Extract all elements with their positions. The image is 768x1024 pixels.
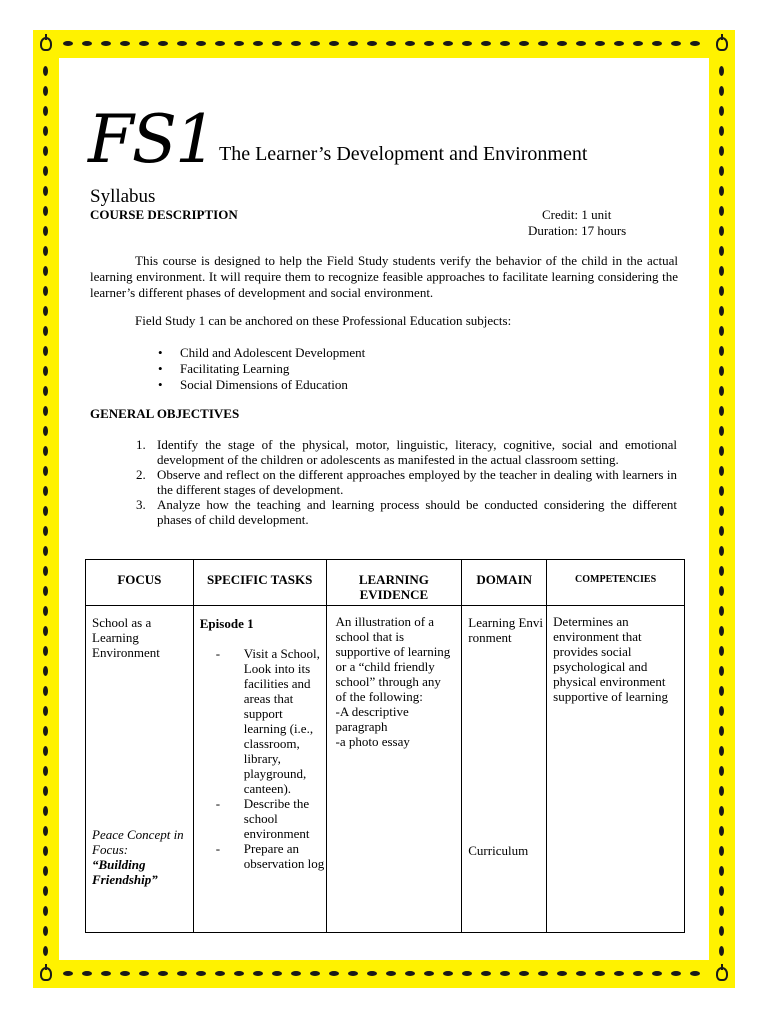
border-bead-icon bbox=[310, 971, 320, 976]
border-bead-icon bbox=[63, 41, 73, 46]
border-bead-icon bbox=[43, 586, 48, 596]
border-bead-icon bbox=[719, 786, 724, 796]
duration-info: Duration: 17 hours bbox=[528, 223, 627, 238]
border-bead-icon bbox=[139, 41, 149, 46]
border-bead-icon bbox=[719, 66, 724, 76]
border-bead-icon bbox=[719, 286, 724, 296]
border-bead-icon bbox=[719, 586, 724, 596]
border-bead-icon bbox=[443, 971, 453, 976]
border-bead-icon bbox=[367, 971, 377, 976]
border-bead-icon bbox=[719, 386, 724, 396]
border-bead-icon bbox=[158, 971, 168, 976]
border-bead-icon bbox=[500, 971, 510, 976]
border-bead-icon bbox=[386, 971, 396, 976]
border-bead-icon bbox=[519, 41, 529, 46]
border-bead-icon bbox=[43, 386, 48, 396]
border-bead-icon bbox=[719, 946, 724, 956]
border-bead-icon bbox=[310, 41, 320, 46]
list-item: 1. Identify the stage of the physical, motor, linguistic, literacy, cognitive, social and emotional development of the children or adolescents as manifested in the actual classroom setting. bbox=[136, 437, 677, 467]
border-bead-icon bbox=[215, 971, 225, 976]
border-bead-icon bbox=[43, 866, 48, 876]
bullet-icon: • bbox=[158, 345, 163, 360]
cell-competencies bbox=[547, 606, 685, 933]
border-bead-icon bbox=[719, 806, 724, 816]
border-bead-icon bbox=[614, 971, 624, 976]
credit-info: Credit: 1 unit bbox=[542, 207, 612, 222]
border-bead-icon bbox=[719, 646, 724, 656]
peace-concept-label: Peace Concept in Focus: bbox=[92, 827, 184, 857]
border-bead-icon bbox=[443, 41, 453, 46]
border-bead-icon bbox=[719, 246, 724, 256]
peace-concept bbox=[92, 827, 193, 887]
cell-learning-evidence bbox=[326, 606, 462, 933]
border-bead-icon bbox=[719, 326, 724, 336]
border-bead-icon bbox=[43, 226, 48, 236]
border-bead-icon bbox=[120, 971, 130, 976]
border-bead-icon bbox=[43, 826, 48, 836]
border-bead-icon bbox=[272, 971, 282, 976]
border-bead-icon bbox=[43, 786, 48, 796]
border-bead-icon bbox=[253, 41, 263, 46]
course-description-paragraph: This course is designed to help the Field Study students verify the behavior of the child in the actual learning environment. It will require them to recognize feasible approaches to facilitate learning considering the learner’s different phases of development and social environment. bbox=[90, 253, 678, 300]
border-bead-icon bbox=[719, 766, 724, 776]
peace-concept-value: “Building Friendship” bbox=[92, 857, 158, 887]
border-bead-icon bbox=[719, 186, 724, 196]
border-bead-icon bbox=[719, 726, 724, 736]
border-bead-icon bbox=[719, 166, 724, 176]
border-bead-icon bbox=[43, 606, 48, 616]
competency-text: Determines an environment that provides social psychological and physical environment supportive of learning bbox=[553, 614, 668, 704]
border-bead-icon bbox=[43, 266, 48, 276]
border-bead-icon bbox=[719, 546, 724, 556]
border-bead-icon bbox=[424, 971, 434, 976]
border-bead-icon bbox=[120, 41, 130, 46]
border-bead-icon bbox=[519, 971, 529, 976]
header-specific-tasks: SPECIFIC TASKS bbox=[193, 560, 326, 606]
border-bead-icon bbox=[43, 146, 48, 156]
border-bead-icon bbox=[196, 971, 206, 976]
border-bead-icon bbox=[43, 246, 48, 256]
border-bead-icon bbox=[386, 41, 396, 46]
border-bead-icon bbox=[253, 971, 263, 976]
border-bead-icon bbox=[43, 166, 48, 176]
bullet-icon: • bbox=[158, 377, 163, 392]
border-bead-icon bbox=[43, 66, 48, 76]
border-bead-icon bbox=[557, 41, 567, 46]
border-bead-icon bbox=[500, 41, 510, 46]
table-header-row bbox=[86, 560, 685, 606]
border-bead-icon bbox=[177, 971, 187, 976]
border-bead-icon bbox=[719, 686, 724, 696]
border-bead-icon bbox=[719, 746, 724, 756]
border-bead-icon bbox=[43, 446, 48, 456]
border-bead-icon bbox=[43, 186, 48, 196]
border-bead-icon bbox=[719, 86, 724, 96]
document-header bbox=[88, 96, 587, 176]
table-row bbox=[86, 606, 685, 933]
border-bead-icon bbox=[139, 971, 149, 976]
border-bead-icon bbox=[719, 406, 724, 416]
border-bead-icon bbox=[43, 426, 48, 436]
border-bead-icon bbox=[719, 426, 724, 436]
corner-ornament-icon bbox=[709, 960, 735, 988]
list-item: 3. Analyze how the teaching and learning process should be conducted considering the different phases of child development. bbox=[136, 497, 677, 527]
fs1-logo: FS1 bbox=[88, 101, 215, 178]
border-bead-icon bbox=[719, 366, 724, 376]
border-bead-icon bbox=[719, 666, 724, 676]
border-bead-icon bbox=[329, 971, 339, 976]
border-bead-icon bbox=[576, 41, 586, 46]
list-item: 2. Observe and reflect on the different approaches employed by the teacher in dealing with learners in the different stages of development. bbox=[136, 467, 677, 497]
border-bead-icon bbox=[215, 41, 225, 46]
border-top bbox=[33, 30, 735, 58]
border-bead-icon bbox=[43, 546, 48, 556]
border-bead-icon bbox=[719, 206, 724, 216]
focus-text: School as a Learning Environment bbox=[92, 615, 160, 660]
border-bead-icon bbox=[43, 926, 48, 936]
evidence-text: An illustration of a school that is supportive of learning or a “child friendly school” through any of the following: -A descriptive paragraph -a photo essay bbox=[335, 614, 451, 749]
anchor-subjects-intro: Field Study 1 can be anchored on these Professional Education subjects: bbox=[135, 313, 512, 328]
cell-specific-tasks bbox=[193, 606, 326, 933]
border-bead-icon bbox=[595, 971, 605, 976]
list-item: - Visit a School, Look into its facilities and areas that support learning (i.e., classroom, library, playground, canteen). bbox=[215, 646, 320, 796]
border-bead-icon bbox=[367, 41, 377, 46]
border-bead-icon bbox=[719, 886, 724, 896]
border-bead-icon bbox=[719, 266, 724, 276]
border-bead-icon bbox=[43, 486, 48, 496]
border-bead-icon bbox=[43, 666, 48, 676]
border-bead-icon bbox=[719, 486, 724, 496]
border-bead-icon bbox=[719, 106, 724, 116]
border-bead-icon bbox=[234, 41, 244, 46]
border-bead-icon bbox=[43, 806, 48, 816]
corner-ornament-icon bbox=[33, 960, 59, 988]
border-bead-icon bbox=[43, 206, 48, 216]
list-item: - Describe the school environment bbox=[215, 796, 310, 841]
border-bead-icon bbox=[719, 706, 724, 716]
header-domain: DOMAIN bbox=[462, 560, 547, 606]
border-bead-icon bbox=[43, 86, 48, 96]
border-bead-icon bbox=[43, 846, 48, 856]
header-focus: FOCUS bbox=[86, 560, 194, 606]
border-bead-icon bbox=[405, 971, 415, 976]
border-bead-icon bbox=[291, 41, 301, 46]
border-bead-icon bbox=[671, 41, 681, 46]
document-title: The Learner’s Development and Environment bbox=[219, 143, 588, 165]
border-bottom bbox=[33, 960, 735, 988]
domain-learning-environment: Learning Environment bbox=[468, 615, 543, 645]
border-bead-icon bbox=[348, 971, 358, 976]
border-bead-icon bbox=[557, 971, 567, 976]
border-right bbox=[709, 30, 735, 988]
domain-curriculum: Curriculum bbox=[468, 843, 529, 858]
border-bead-icon bbox=[719, 506, 724, 516]
header-learning-evidence: LEARNING EVIDENCE bbox=[326, 560, 462, 606]
border-bead-icon bbox=[43, 746, 48, 756]
border-bead-icon bbox=[576, 971, 586, 976]
syllabus-table bbox=[85, 559, 685, 933]
border-bead-icon bbox=[719, 226, 724, 236]
corner-ornament-icon bbox=[33, 30, 59, 58]
border-bead-icon bbox=[272, 41, 282, 46]
general-objectives-heading: GENERAL OBJECTIVES bbox=[90, 406, 240, 421]
border-bead-icon bbox=[234, 971, 244, 976]
border-bead-icon bbox=[462, 971, 472, 976]
border-bead-icon bbox=[719, 566, 724, 576]
border-bead-icon bbox=[43, 886, 48, 896]
corner-ornament-icon bbox=[709, 30, 735, 58]
border-bead-icon bbox=[538, 41, 548, 46]
border-bead-icon bbox=[652, 41, 662, 46]
border-bead-icon bbox=[43, 366, 48, 376]
border-bead-icon bbox=[633, 971, 643, 976]
border-bead-icon bbox=[43, 506, 48, 516]
border-bead-icon bbox=[652, 971, 662, 976]
border-bead-icon bbox=[43, 906, 48, 916]
task-list bbox=[216, 646, 326, 871]
header-competencies: COMPETENCIES bbox=[547, 560, 685, 606]
cell-focus bbox=[86, 606, 194, 933]
border-bead-icon bbox=[719, 306, 724, 316]
course-description-heading: COURSE DESCRIPTION bbox=[90, 207, 238, 222]
cell-domain bbox=[462, 606, 547, 933]
border-bead-icon bbox=[43, 466, 48, 476]
syllabus-label: Syllabus bbox=[90, 186, 156, 207]
border-bead-icon bbox=[158, 41, 168, 46]
border-bead-icon bbox=[43, 646, 48, 656]
list-item: - Prepare an observation log bbox=[215, 841, 325, 871]
border-bead-icon bbox=[43, 686, 48, 696]
border-bead-icon bbox=[614, 41, 624, 46]
border-bead-icon bbox=[633, 41, 643, 46]
border-bead-icon bbox=[43, 726, 48, 736]
border-bead-icon bbox=[671, 971, 681, 976]
border-bead-icon bbox=[719, 626, 724, 636]
list-item: • Social Dimensions of Education bbox=[158, 377, 348, 392]
border-bead-icon bbox=[43, 406, 48, 416]
objectives-list bbox=[136, 437, 677, 527]
subject-list bbox=[158, 345, 365, 393]
border-bead-icon bbox=[424, 41, 434, 46]
border-bead-icon bbox=[462, 41, 472, 46]
border-bead-icon bbox=[719, 446, 724, 456]
border-left bbox=[33, 30, 59, 988]
border-bead-icon bbox=[329, 41, 339, 46]
border-bead-icon bbox=[719, 906, 724, 916]
border-bead-icon bbox=[719, 846, 724, 856]
border-bead-icon bbox=[719, 346, 724, 356]
list-item: • Child and Adolescent Development bbox=[158, 345, 366, 360]
border-bead-icon bbox=[719, 126, 724, 136]
border-bead-icon bbox=[719, 146, 724, 156]
border-bead-icon bbox=[481, 971, 491, 976]
border-bead-icon bbox=[719, 466, 724, 476]
border-bead-icon bbox=[690, 971, 700, 976]
border-bead-icon bbox=[63, 971, 73, 976]
border-bead-icon bbox=[43, 706, 48, 716]
border-bead-icon bbox=[595, 41, 605, 46]
border-bead-icon bbox=[719, 526, 724, 536]
border-bead-icon bbox=[43, 286, 48, 296]
border-bead-icon bbox=[101, 971, 111, 976]
border-bead-icon bbox=[43, 126, 48, 136]
border-bead-icon bbox=[719, 606, 724, 616]
border-bead-icon bbox=[348, 41, 358, 46]
border-bead-icon bbox=[43, 306, 48, 316]
border-bead-icon bbox=[538, 971, 548, 976]
episode-label: Episode 1 bbox=[199, 616, 254, 631]
border-bead-icon bbox=[43, 766, 48, 776]
border-bead-icon bbox=[101, 41, 111, 46]
bullet-icon: • bbox=[158, 361, 163, 376]
border-bead-icon bbox=[43, 626, 48, 636]
border-bead-icon bbox=[43, 526, 48, 536]
border-bead-icon bbox=[291, 971, 301, 976]
border-bead-icon bbox=[719, 926, 724, 936]
border-bead-icon bbox=[82, 971, 92, 976]
border-bead-icon bbox=[690, 41, 700, 46]
border-bead-icon bbox=[43, 566, 48, 576]
list-item: • Facilitating Learning bbox=[158, 361, 290, 376]
border-bead-icon bbox=[405, 41, 415, 46]
border-bead-icon bbox=[196, 41, 206, 46]
border-bead-icon bbox=[719, 826, 724, 836]
border-bead-icon bbox=[82, 41, 92, 46]
border-bead-icon bbox=[481, 41, 491, 46]
border-bead-icon bbox=[177, 41, 187, 46]
border-bead-icon bbox=[719, 866, 724, 876]
border-bead-icon bbox=[43, 326, 48, 336]
border-bead-icon bbox=[43, 106, 48, 116]
border-bead-icon bbox=[43, 946, 48, 956]
border-bead-icon bbox=[43, 346, 48, 356]
